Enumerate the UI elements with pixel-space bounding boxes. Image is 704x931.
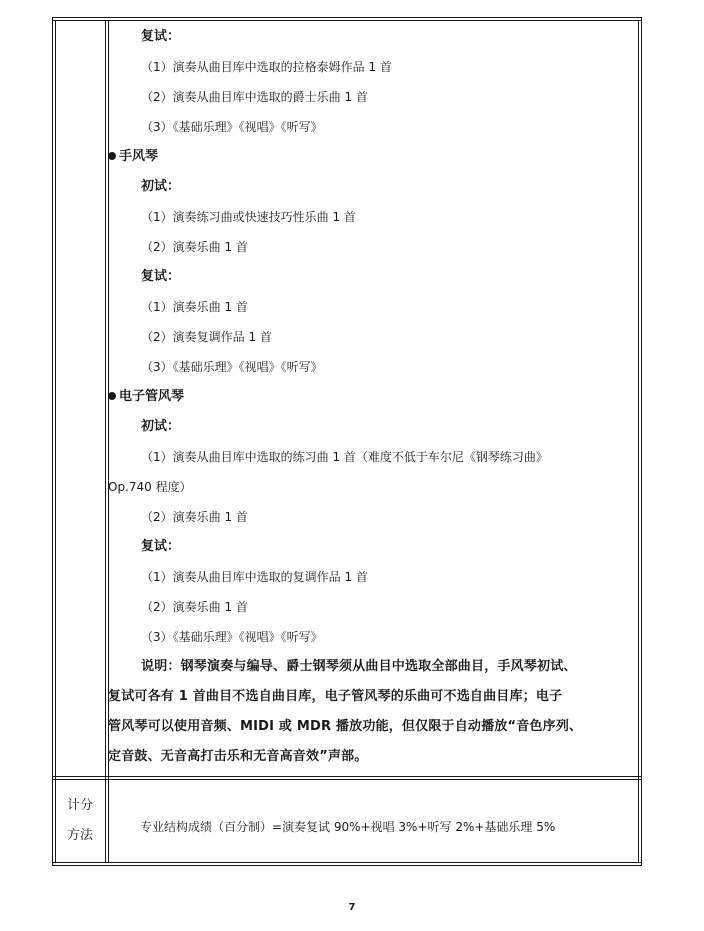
retest-heading: 复试： <box>141 269 181 284</box>
requirement-line: （3）《基础乐理》《视唱》《听写》 <box>141 360 323 374</box>
column-divider <box>105 20 106 863</box>
scoring-formula: 专业结构成绩（百分制）=演奏复试 90%+视唱 3%+听写 2%+基础乐理 5% <box>140 820 556 834</box>
requirement-line: （2）演奏复调作品 1 首 <box>141 330 272 344</box>
retest-heading: 复试： <box>141 539 181 554</box>
requirement-line: （1）演奏从曲目库中选取的复调作品 1 首 <box>141 570 368 584</box>
syllabus-table <box>52 17 642 866</box>
table-left-border <box>52 17 53 866</box>
retest-heading: 复试： <box>141 29 181 44</box>
row-divider-inner <box>52 779 642 780</box>
requirement-line: （2）演奏从曲目库中选取的爵士乐曲 1 首 <box>141 90 368 104</box>
row-divider <box>52 776 642 777</box>
note-line: 管风琴可以使用音频、MIDI 或 MDR 播放功能，但仅限于自动播放“音色序列、 <box>108 719 583 734</box>
first-test-heading: 初试： <box>141 179 181 194</box>
requirement-line: （2）演奏乐曲 1 首 <box>141 240 248 254</box>
section-title: 电子管风琴 <box>119 389 185 404</box>
requirement-line: （1）演奏从曲目库中选取的拉格泰姆作品 1 首 <box>141 60 392 74</box>
table-top-border <box>52 17 642 18</box>
first-test-heading: 初试： <box>141 419 181 434</box>
scoring-label-line2: 方法 <box>66 828 93 843</box>
section-title: 手风琴 <box>119 149 159 164</box>
requirement-line: （2）演奏乐曲 1 首 <box>141 600 248 614</box>
requirement-line: （2）演奏乐曲 1 首 <box>141 510 248 524</box>
requirement-line: （1）演奏乐曲 1 首 <box>141 300 248 314</box>
table-bottom-border <box>52 865 642 866</box>
table-right-border-inner <box>638 20 639 863</box>
table-left-border-inner <box>55 20 56 863</box>
table-bottom-border-inner <box>52 862 642 863</box>
scoring-label-line1: 计分 <box>66 798 93 813</box>
requirement-line: （1）演奏从曲目库中选取的练习曲 1 首（难度不低于车尔尼《钢琴练习曲》 <box>141 450 548 464</box>
section-heading-electronic-organ <box>108 386 184 408</box>
table-right-border <box>641 17 642 866</box>
requirement-line-continued: Op.740 程度） <box>108 480 192 494</box>
table-top-border-inner <box>52 20 642 21</box>
bullet-icon <box>108 152 116 160</box>
note-line: 定音鼓、无音高打击乐和无音高音效”声部。 <box>108 749 368 764</box>
requirement-line: （1）演奏练习曲或快速技巧性乐曲 1 首 <box>141 210 356 224</box>
note-line: 复试可各有 1 首曲目不选自曲目库，电子管风琴的乐曲可不选自曲目库；电子 <box>108 689 563 704</box>
note-line: 说明：钢琴演奏与编导、爵士钢琴须从曲目中选取全部曲目，手风琴初试、 <box>141 659 577 674</box>
requirement-line: （3）《基础乐理》《视唱》《听写》 <box>141 120 323 134</box>
bullet-icon <box>108 392 116 400</box>
section-heading-accordion <box>108 146 158 168</box>
requirement-line: （3）《基础乐理》《视唱》《听写》 <box>141 630 323 644</box>
page-number: 7 <box>348 902 356 913</box>
